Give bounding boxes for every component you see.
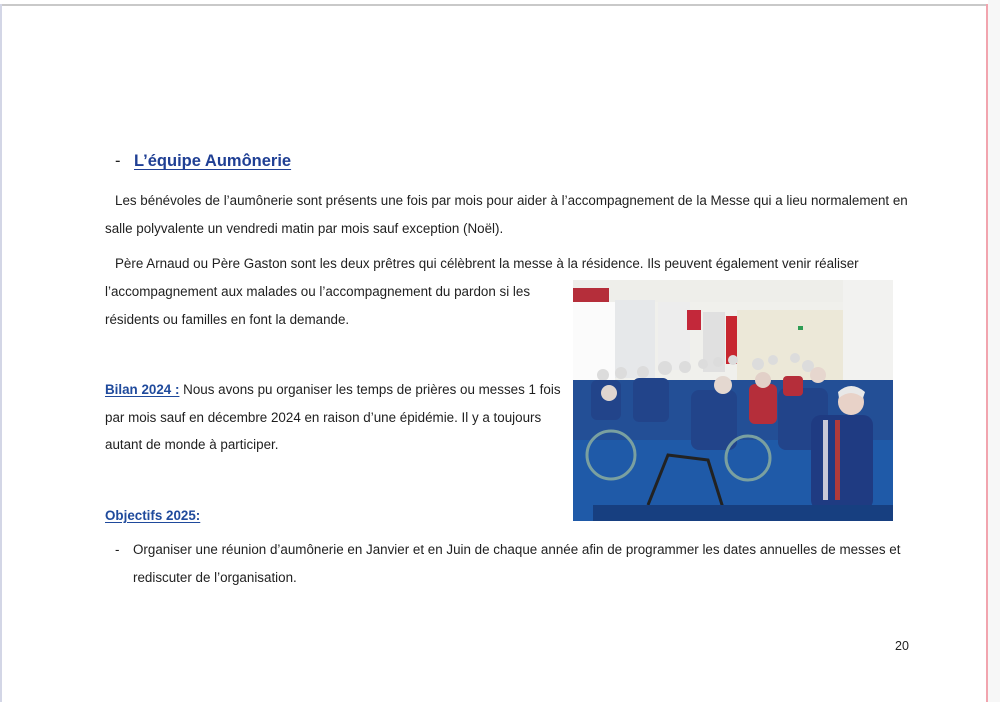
objectif-bullet: - bbox=[115, 542, 120, 557]
bilan-line-2: par mois sauf en décembre 2024 en raison d’une épidémie. Il y a toujours bbox=[105, 410, 542, 425]
bilan-line-1 bbox=[105, 381, 561, 399]
paragraph-1-line-1: Les bénévoles de l’aumônerie sont présents une fois par mois pour aider à l’accompagnement de la Messe qui a lieu normalement en bbox=[115, 193, 908, 208]
objectif-1-line-2: rediscuter de l’organisation. bbox=[133, 570, 297, 585]
section-title: L’équipe Aumônerie bbox=[134, 152, 292, 170]
page-left-border bbox=[0, 4, 2, 702]
bilan-text: Nous avons pu organiser les temps de prières ou messes 1 fois bbox=[179, 382, 561, 397]
paragraph-2-line-3: résidents ou familles en font la demande. bbox=[105, 312, 350, 327]
objectifs-heading bbox=[105, 507, 200, 525]
bilan-line-3: autant de monde à participer. bbox=[105, 437, 279, 452]
paragraph-2-line-2: l’accompagnement aux malades ou l’accompagnement du pardon si les bbox=[105, 284, 531, 299]
page-number: 20 bbox=[895, 639, 909, 653]
objectif-1-line-1: Organiser une réunion d’aumônerie en Janvier et en Juin de chaque année afin de programmer les dates annuelles de messes et bbox=[133, 542, 901, 557]
paragraph-2-line-1: Père Arnaud ou Père Gaston sont les deux prêtres qui célèbrent la messe à la résidence. Ils peuvent également venir réaliser bbox=[115, 256, 859, 271]
heading-bullet: - bbox=[115, 152, 121, 170]
chaplaincy-mass-photo bbox=[573, 280, 893, 521]
page-top-border bbox=[2, 4, 986, 6]
objectifs-label: Objectifs 2025: bbox=[105, 508, 201, 523]
paragraph-1-line-2: salle polyvalente un vendredi matin par mois sauf exception (Noël). bbox=[105, 221, 504, 236]
section-heading bbox=[115, 152, 291, 171]
photo-illustration bbox=[573, 280, 893, 521]
scan-margin bbox=[988, 0, 1000, 702]
bilan-label: Bilan 2024 : bbox=[105, 382, 180, 397]
